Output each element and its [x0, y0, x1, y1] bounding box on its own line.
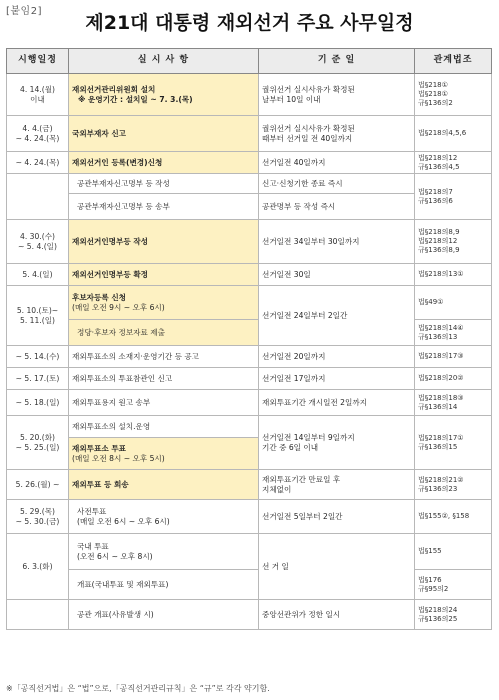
task-cell: 재외선거인명부등 확정	[69, 264, 259, 286]
task-cell: 공관부재자신고명부 등 송부	[69, 194, 259, 220]
table-row	[7, 320, 492, 346]
law-cell: 법§218의4,5,6	[415, 116, 492, 152]
table-row	[7, 152, 492, 174]
base-cell: 궐위선거 실시사유가 확정된 날부터 10일 이내	[259, 74, 415, 116]
base-cell: 선거일전 24일부터 2일간	[259, 286, 415, 346]
page-title: 제21대 대통령 재외선거 주요 사무일정	[85, 12, 414, 34]
table-row	[7, 74, 492, 116]
base-cell: 선거일전 17일까지	[259, 368, 415, 390]
base-cell: 재외투표기간 개시일전 2일까지	[259, 390, 415, 416]
task-cell: 개표(국내투표 및 재외투표)	[69, 570, 259, 600]
law-cell: 법§218의20②	[415, 368, 492, 390]
law-cell: 법§218의17① 규§136의15	[415, 416, 492, 470]
date-cell: 5. 10.(토)~ 5. 11.(일)	[7, 286, 69, 346]
base-cell: 선거일전 30일	[259, 264, 415, 286]
task-cell: 재외선거관리위원회 설치 ※ 운영기간 : 설치일 ~ 7. 3.(목)	[69, 74, 259, 116]
schedule-table	[6, 48, 492, 630]
date-cell: 4. 4.(금) ~ 4. 24.(목)	[7, 116, 69, 152]
table-row	[7, 416, 492, 438]
date-cell-empty	[7, 600, 69, 630]
task-cell: 재외투표소 투표 (매일 오전 8시 ~ 오후 5시)	[69, 438, 259, 470]
task-cell: 사전투표 (매일 오전 6시 ~ 오후 6시)	[69, 500, 259, 534]
law-cell: 법§218의8,9 법§218의12 규§136의8,9	[415, 220, 492, 264]
law-cell: 법§218의14④ 규§136의13	[415, 320, 492, 346]
law-cell: 법§218의7 규§136의6	[415, 174, 492, 220]
table-row	[7, 220, 492, 264]
task-cell: 국외부재자 신고	[69, 116, 259, 152]
table-row	[7, 570, 492, 600]
date-cell: ~ 5. 17.(토)	[7, 368, 69, 390]
task-cell: 재외선거인명부등 작성	[69, 220, 259, 264]
header-task: 실 시 사 항	[69, 49, 259, 74]
task-cell: 공관 개표(사유발생 시)	[69, 600, 259, 630]
task-cell: 정당·후보자 정보자료 제출	[69, 320, 259, 346]
base-cell: 선거일전 5일부터 2일간	[259, 500, 415, 534]
table-header-row	[7, 49, 492, 74]
date-cell: 5. 20.(화) ~ 5. 25.(일)	[7, 416, 69, 470]
table-row	[7, 264, 492, 286]
date-cell: 4. 14.(월) 이내	[7, 74, 69, 116]
table-row	[7, 534, 492, 570]
table-row	[7, 286, 492, 320]
table-row	[7, 368, 492, 390]
base-cell: 신고·신청기한 종료 즉시	[259, 174, 415, 194]
date-cell: 6. 3.(화)	[7, 534, 69, 600]
base-cell: 선거일전 14일부터 9일까지 기간 중 6일 이내	[259, 416, 415, 470]
table-row	[7, 500, 492, 534]
base-cell: 중앙선관위가 정한 일시	[259, 600, 415, 630]
task-cell: 재외투표용지 원고 송부	[69, 390, 259, 416]
date-cell: 5. 26.(월) ~	[7, 470, 69, 500]
task-cell: 후보자등록 신청 (매일 오전 9시 ~ 오후 6시)	[69, 286, 259, 320]
law-cell: 법§176 규§95의2	[415, 570, 492, 600]
table-row	[7, 346, 492, 368]
base-cell: 선 거 일	[259, 534, 415, 600]
base-cell: 선거일전 34일부터 30일까지	[259, 220, 415, 264]
task-cell: 재외선거인 등록(변경)신청	[69, 152, 259, 174]
law-cell: 법§218① 법§218① 규§136의2	[415, 74, 492, 116]
base-cell: 공관명부 등 작성 즉시	[259, 194, 415, 220]
law-cell: 법§218의21② 규§136의23	[415, 470, 492, 500]
base-cell: 선거일전 20일까지	[259, 346, 415, 368]
task-cell: 공관부재자신고명부 등 작성	[69, 174, 259, 194]
task-cell: 재외투표소의 소재지·운영기간 등 공고	[69, 346, 259, 368]
date-cell: ~ 5. 14.(수)	[7, 346, 69, 368]
table-row	[7, 390, 492, 416]
task-cell: 재외투표소의 투표참관인 신고	[69, 368, 259, 390]
header-base: 기 준 일	[259, 49, 415, 74]
task-cell: 국내 투표 (오전 6시 ~ 오후 8시)	[69, 534, 259, 570]
law-cell: 법§218의13①	[415, 264, 492, 286]
law-cell: 법§218의12 규§136의4,5	[415, 152, 492, 174]
task-cell: 재외투표소의 설치.운영	[69, 416, 259, 438]
table-row	[7, 470, 492, 500]
table-row	[7, 174, 492, 194]
table-row	[7, 600, 492, 630]
law-cell: 법§218의24 규§136의25	[415, 600, 492, 630]
header-law: 관계법조	[415, 49, 492, 74]
table-row	[7, 116, 492, 152]
law-cell: 법§155	[415, 534, 492, 570]
footnote: ※「공직선거법」은 “법”으로,「공직선거관리규칙」은 “규”로 각각 약기함.	[6, 684, 270, 693]
date-cell: ~ 4. 24.(목)	[7, 152, 69, 174]
base-cell: 선거일전 40일까지	[259, 152, 415, 174]
base-cell: 궐위선거 실시사유가 확정된 때부터 선거일 전 40일까지	[259, 116, 415, 152]
law-cell: 법§218의17③	[415, 346, 492, 368]
date-cell: 5. 4.(일)	[7, 264, 69, 286]
header-date: 시행일정	[7, 49, 69, 74]
date-cell-empty	[7, 174, 69, 220]
law-cell: 법§49①	[415, 286, 492, 320]
law-cell: 법§218의18③ 규§136의14	[415, 390, 492, 416]
date-cell: 5. 29.(목) ~ 5. 30.(금)	[7, 500, 69, 534]
base-cell: 재외투표기간 만료일 후 지체없이	[259, 470, 415, 500]
attachment-badge: [붙임2]	[6, 6, 42, 17]
task-cell: 재외투표 등 회송	[69, 470, 259, 500]
law-cell: 법§155②, §158	[415, 500, 492, 534]
date-cell: ~ 5. 18.(일)	[7, 390, 69, 416]
date-cell: 4. 30.(수) ~ 5. 4.(일)	[7, 220, 69, 264]
